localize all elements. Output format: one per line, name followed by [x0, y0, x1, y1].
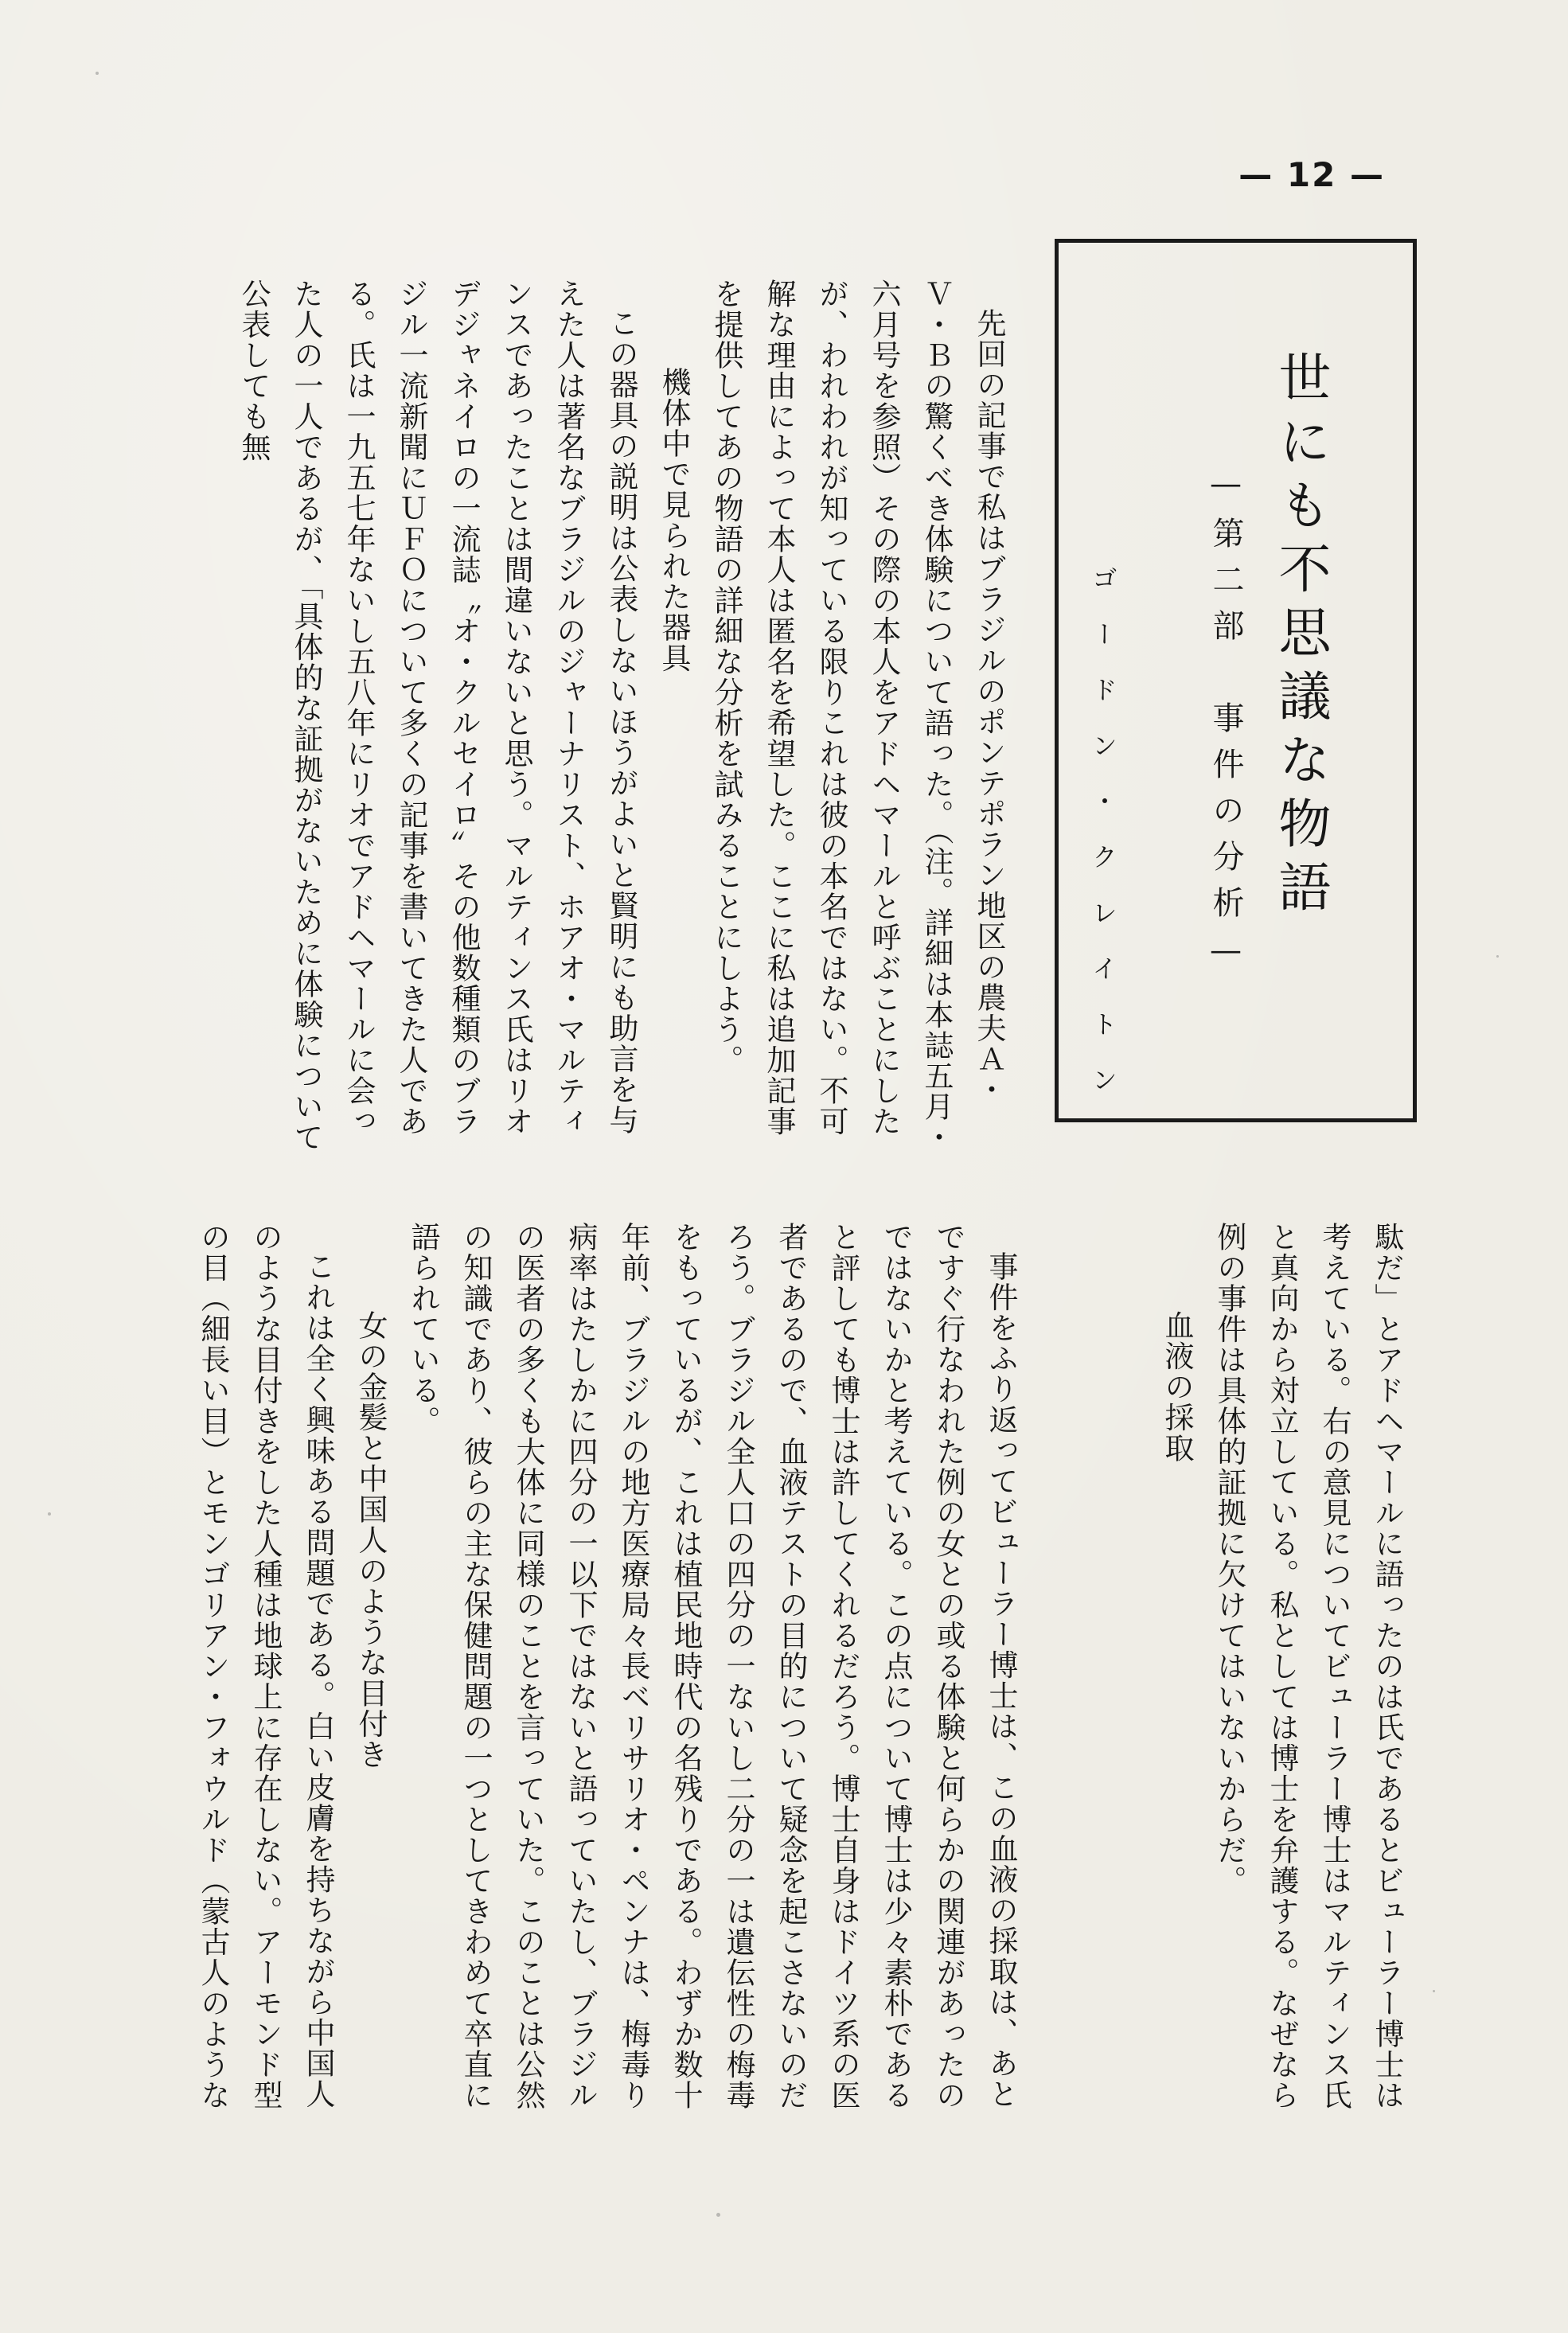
paragraph: この器具の説明は公表しないほうがよいと賢明にも助言を与えた人は著名なブラジルのジャーナリスト、ホアオ・マルティンスであったことは間違いないと思う。マルティンス氏はリオデジャネイロの一流誌〝オ・クルセイロ〟その他数種類のブラジル一流新聞にＵＦＯについて多くの記事を書いてきた人である。氏は一九五七年ないし五八年にリオでアドヘマールに会った人の一人であるが、「具体的な証拠がないために体験について公表しても無 — [236, 279, 638, 1153]
article-title: 世にも不思議な物語 — [1270, 350, 1331, 923]
paper-speck — [1433, 1990, 1435, 1992]
section-heading: 機体中で見られた器具 — [657, 367, 691, 673]
paragraph: 事件をふり返ってビューラー博士は、この血液の採取は、あとですぐ行なわれた例の女との或る体験と何らかの関連があったのではないかと考えている。この点について博士は少々素朴であると評しても博士は許してくれるだろう。博士自身はドイツ系の医者であるので、血液テストの目的について疑念を起こさないのだろう。ブラジル全人口の四分の一ないし二分の一は遺伝性の梅毒をもっているが、これは植民地時代の名残りである。わずか数十年前、ブラジルの地方医療局々長ベリサリオ・ペンナは、梅毒り病率はたしかに四分の一以下ではないと語っていたし、ブラジルの医者の多くも大体に同様のことを言っていた。このことは公然の知識であり、彼らの主な保健問題の一つとしてきわめて卒直に語られている。 — [406, 1222, 1018, 2111]
article-subtitle: —第二部 事件の分析— — [1207, 466, 1244, 983]
section-heading: 血液の採取 — [1160, 1310, 1194, 1464]
paper-speck — [48, 1512, 51, 1516]
paper-speck — [716, 2213, 720, 2217]
paper-speck — [1496, 955, 1499, 958]
text-block-lower-right — [1158, 1222, 1413, 2121]
text-block-upper — [139, 279, 1015, 1162]
paper-speck — [96, 72, 99, 75]
paragraph: 駄だ」とアドヘマールに語ったのは氏であるとビューラー博士は考えている。右の意見についてビューラー博士はマルティンス氏と真向から対立している。私としては博士を弁護する。なぜなら例の事件は具体的証拠に欠けてはいないからだ。 — [1212, 1222, 1404, 2111]
text-block-lower-left — [139, 1222, 1027, 2121]
page-number: — 12 — — [1238, 155, 1385, 194]
paragraph: これは全く興味ある問題である。白い皮膚を持ちながら中国人のような目付きをした人種は地球上に存在しない。アーモンド型の目（細長い目）とモンゴリアン・フォウルド（蒙古人のような — [196, 1222, 335, 2111]
paragraph: 先回の記事で私はブラジルのポンテポラン地区の農夫Ａ・Ｖ・Ｂの驚くべき体験について語った。（注。詳細は本誌五月・六月号を参照）その際の本人をアドヘマールと呼ぶことにしたが、われわれが知っている限りこれは彼の本名ではない。不可解な理由によって本人は匿名を希望した。ここに私は追加記事を提供してあの物語の詳細な分析を試みることにしよう。 — [709, 279, 1006, 1153]
article-author: ゴードン・クレイトン — [1088, 565, 1118, 1122]
section-heading: 女の金髪と中国人のような目付き — [353, 1310, 388, 1770]
